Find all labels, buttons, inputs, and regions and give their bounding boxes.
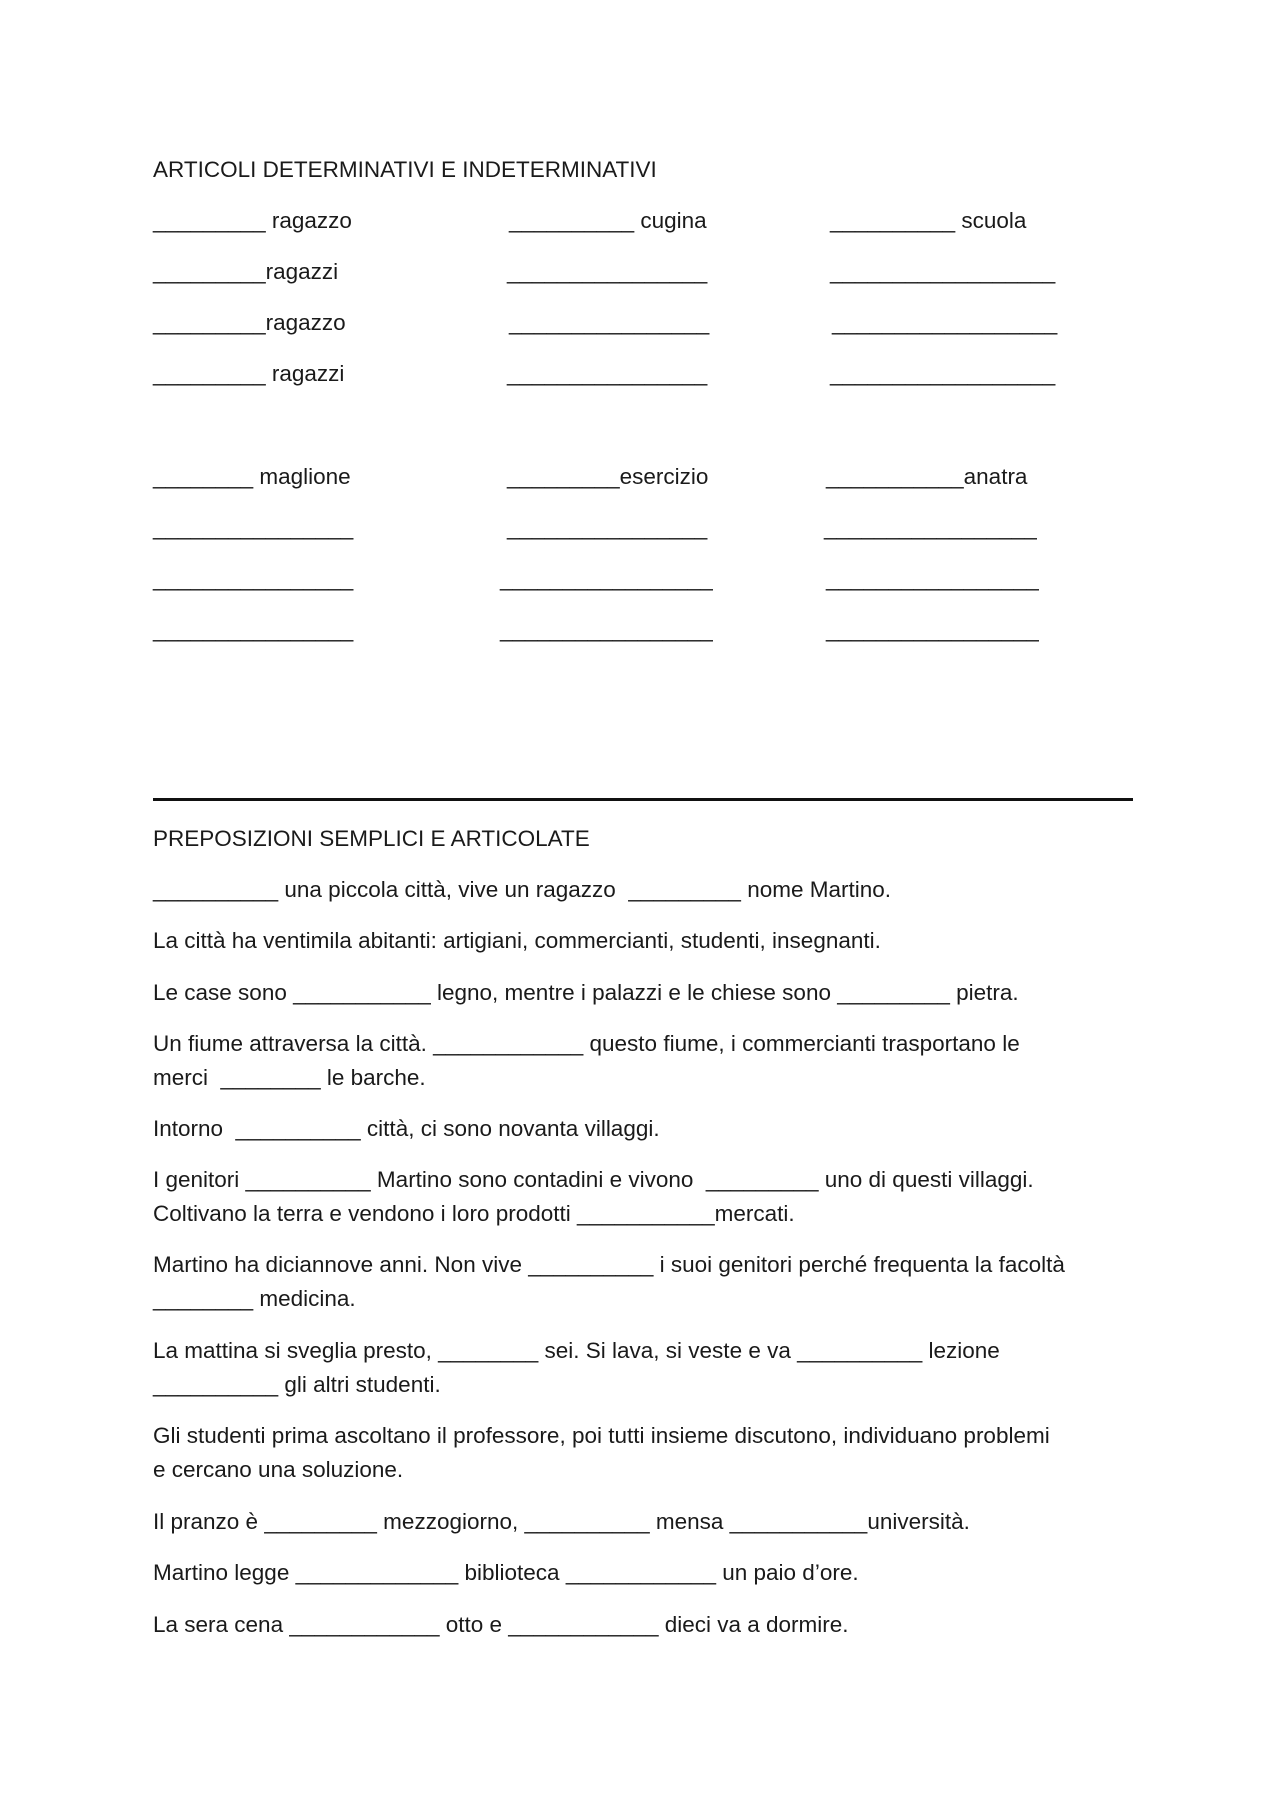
exercise-item: _________ragazzi (153, 259, 339, 284)
exercise-item: ________________ (509, 310, 710, 335)
exercise-paragraph: Il pranzo è _________ mezzogiorno, __________ mensa ___________università. (153, 1509, 970, 1534)
exercise-item: _________esercizio (507, 464, 709, 489)
exercise-paragraph: Gli studenti prima ascoltano il professore, poi tutti insieme discutono, individuano problemi e cercano una soluzione. (153, 1423, 1050, 1482)
exercise-item: __________________ (830, 259, 1056, 284)
exercise-paragraph: Un fiume attraversa la città. ____________ questo fiume, i commercianti trasportano le merci ________ le barche. (153, 1031, 1020, 1090)
exercise-item: ________ maglione (153, 464, 351, 489)
section-title-articoli: ARTICOLI DETERMINATIVI E INDETERMINATIVI (153, 157, 657, 182)
exercise-paragraph: Martino legge _____________ biblioteca ____________ un paio d’ore. (153, 1560, 859, 1585)
section-divider (153, 798, 1133, 801)
exercise-item: _________________ (824, 515, 1037, 540)
exercise-item: _________________ (826, 566, 1039, 591)
exercise-item: _________________ (500, 566, 713, 591)
exercise-item: ________________ (153, 566, 354, 591)
exercise-item: ________________ (153, 617, 354, 642)
exercise-item: _________________ (500, 617, 713, 642)
exercise-paragraph: La mattina si sveglia presto, ________ sei. Si lava, si veste e va __________ lezione __________ gli altri studenti. (153, 1338, 1000, 1397)
exercise-item: _________ragazzo (153, 310, 346, 335)
exercise-item: _________ ragazzi (153, 361, 345, 386)
exercise-item: __________________ (832, 310, 1058, 335)
exercise-item: ________________ (153, 515, 354, 540)
exercise-item: __________ cugina (509, 208, 707, 233)
exercise-paragraph: Martino ha diciannove anni. Non vive __________ i suoi genitori perché frequenta la facoltà ________ medicina. (153, 1252, 1065, 1311)
exercise-paragraph: La città ha ventimila abitanti: artigiani, commercianti, studenti, insegnanti. (153, 928, 881, 953)
exercise-item: __________________ (830, 361, 1056, 386)
exercise-paragraph: __________ una piccola città, vive un ragazzo _________ nome Martino. (153, 877, 892, 902)
exercise-paragraph: La sera cena ____________ otto e ____________ dieci va a dormire. (153, 1612, 849, 1637)
exercise-item: ________________ (507, 259, 708, 284)
exercise-paragraph: Le case sono ___________ legno, mentre i palazzi e le chiese sono _________ pietra. (153, 980, 1019, 1005)
exercise-item: ________________ (507, 515, 708, 540)
exercise-item: __________ scuola (830, 208, 1027, 233)
exercise-item: ________________ (507, 361, 708, 386)
exercise-paragraph: I genitori __________ Martino sono contadini e vivono _________ uno di questi villaggi. Coltivano la terra e vendono i loro prodotti ___________mercati. (153, 1167, 1034, 1226)
exercise-item: _________________ (826, 617, 1039, 642)
exercise-paragraph: Intorno __________ città, ci sono novanta villaggi. (153, 1116, 660, 1141)
exercise-item: ___________anatra (826, 464, 1028, 489)
section-title-preposizioni: PREPOSIZIONI SEMPLICI E ARTICOLATE (153, 826, 590, 851)
exercise-item: _________ ragazzo (153, 208, 352, 233)
